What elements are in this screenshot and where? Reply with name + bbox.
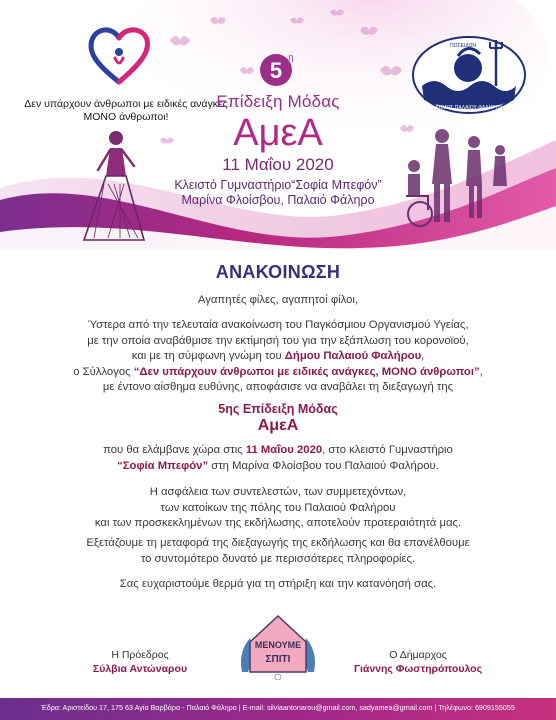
- event-title: [150, 92, 406, 175]
- footer-email: E-mail: silviaantonarou@gmail.com, sadyamea@gmail.com: [242, 703, 433, 712]
- event-date: 11 Μαΐου 2020: [222, 155, 334, 174]
- slogan-line-1: Δεν υπάρχουν άνθρωποι με ειδικές ανάγκες: [24, 98, 228, 110]
- p3-line-a: Η ασφάλεια των συντελεστών, των συμμετεχόντων,: [149, 486, 407, 498]
- event-date-bold: 11 Μαΐου 2020: [245, 444, 323, 456]
- p1-line-b: με την οποία αναβάθμισε την εκτίμησή του για την εξάπλωση του κορονοϊού,: [87, 334, 469, 347]
- venue-line2: Μαρίνα Φλοίσβου, Παλαιό Φάληρο: [181, 193, 375, 207]
- p1-d-pre: ο Σύλλογος: [73, 365, 134, 378]
- footer-separator: |: [238, 703, 241, 712]
- mayor-name: Γιάννης Φωστηρόπουλος: [353, 663, 483, 675]
- announcement-title: ΑΝΑΚΟΙΝΩΣΗ: [215, 262, 341, 282]
- footer-contact: [0, 703, 556, 712]
- poster-header: [0, 0, 556, 250]
- p2-a-post: , στο κλειστό Γυμναστήριο: [322, 444, 453, 456]
- association-heart-logo: [86, 22, 152, 88]
- p1-d-post: ,: [479, 365, 483, 378]
- venue-name-bold: “Σοφία Μπεφόν”: [117, 459, 209, 472]
- paragraph-3: [30, 485, 526, 532]
- municipality-name: Δήμου Παλαιού Φαλήρου: [284, 350, 422, 362]
- signature-mayor: [318, 648, 518, 676]
- p3-line-b: των κατοίκων της πόλης του Παλαιού Φαλήρου: [160, 501, 396, 514]
- p2-line-a: [30, 443, 526, 459]
- footer-phone: Τηλέφωνο: 6909155055: [438, 703, 515, 712]
- association-name: “Δεν υπάρχουν άνθρωποι με ειδικές ανάγκες, ΜΟΝΟ άνθρωποι”: [133, 365, 480, 378]
- stamp-line-1: ΜΕΝΟΥΜΕ: [254, 640, 302, 650]
- event-venue: [150, 178, 406, 208]
- event-number: 5: [269, 58, 283, 83]
- event-name-line2: ΑμεΑ: [257, 417, 299, 434]
- stamp-line-2: ΣΠΙΤΙ: [265, 654, 291, 665]
- footer-separator: |: [434, 703, 437, 712]
- event-name-line1: 5ης Επίδειξη Μόδας: [218, 402, 338, 416]
- municipality-bottom-text: ΔΗΜΟΣ ΠΑΛΑΙΟΥ ΦΑΛΗΡΟΥ: [435, 105, 503, 111]
- footer-address: Έδρα: Αριστείδου 17, 175 63 Αγία Βαρβάρα - Παλαιό Φάληρο: [41, 703, 237, 712]
- paragraph-5: [30, 577, 526, 593]
- event-title-line1: Επίδειξη Μόδας: [216, 92, 340, 111]
- stay-home-logo: [232, 606, 324, 680]
- p1-c-pre: και με τη σύμφωνη γνώμη του: [131, 350, 285, 362]
- people-group-illustration: [392, 120, 522, 230]
- p2-b-post: στη Μαρίνα Φλοίσβου του Παλαιού Φαλήρου.: [208, 459, 439, 472]
- p2-a-pre: που θα ελάμβανε χώρα στις: [103, 444, 246, 456]
- p1-line-c: [30, 349, 526, 365]
- p5-line: Σας ευχαριστούμε θερμά για τη στήριξη και την κατανόησή σας.: [119, 578, 437, 590]
- p3-line-c: και των προσκεκλημένων της εκδήλωσης, αποτελούν προτεραιότητά μας.: [94, 517, 462, 529]
- greeting: [30, 293, 526, 309]
- greeting-line: Αγαπητές φίλες, αγαπητοί φίλοι,: [197, 294, 359, 306]
- mayor-role: Ο Δήμαρχος: [389, 649, 447, 661]
- fashion-model-illustration: [64, 126, 160, 244]
- municipality-logo: [410, 34, 528, 116]
- event-title-line2: ΑμεΑ: [233, 112, 323, 154]
- p4-line-b: το συντομότερο δυνατό με περισσότερες πληροφορίες.: [140, 552, 416, 565]
- municipality-top-text: ΠΟΣΕΙΔΩΝ: [450, 43, 477, 49]
- p1-line-e: με έντονο αίσθημα ευθύνης, αποφάσισε να αναβάλει τη διεξαγωγή της: [102, 381, 454, 393]
- p4-line-a: Εξετάζουμε τη μεταφορά της διεξαγωγής της εκδήλωσης και θα επανέλθουμε: [86, 537, 470, 549]
- slogan-line-2: ΜΟΝΟ άνθρωποι!: [83, 111, 169, 123]
- paragraph-1: [30, 318, 526, 396]
- fifth-edition-badge: [258, 50, 298, 90]
- president-role: Η Πρόεδρος: [111, 649, 169, 661]
- p2-line-b: [30, 459, 526, 475]
- p1-c-post: ,: [421, 350, 425, 362]
- venue-line1: Κλειστό Γυμναστήριο“Σοφία Μπεφόν”: [174, 178, 382, 192]
- president-name: Σύλβια Αντώναρου: [92, 663, 188, 675]
- event-number-sup: η: [288, 52, 294, 62]
- p1-line-a: Ύστερα από την τελευταία ανακοίνωση του Παγκόσμιου Οργανισμού Υγείας,: [87, 319, 469, 331]
- signature-president: [40, 648, 240, 676]
- p1-line-d: [30, 365, 526, 381]
- paragraph-2: [30, 443, 526, 474]
- paragraph-4: [30, 536, 526, 567]
